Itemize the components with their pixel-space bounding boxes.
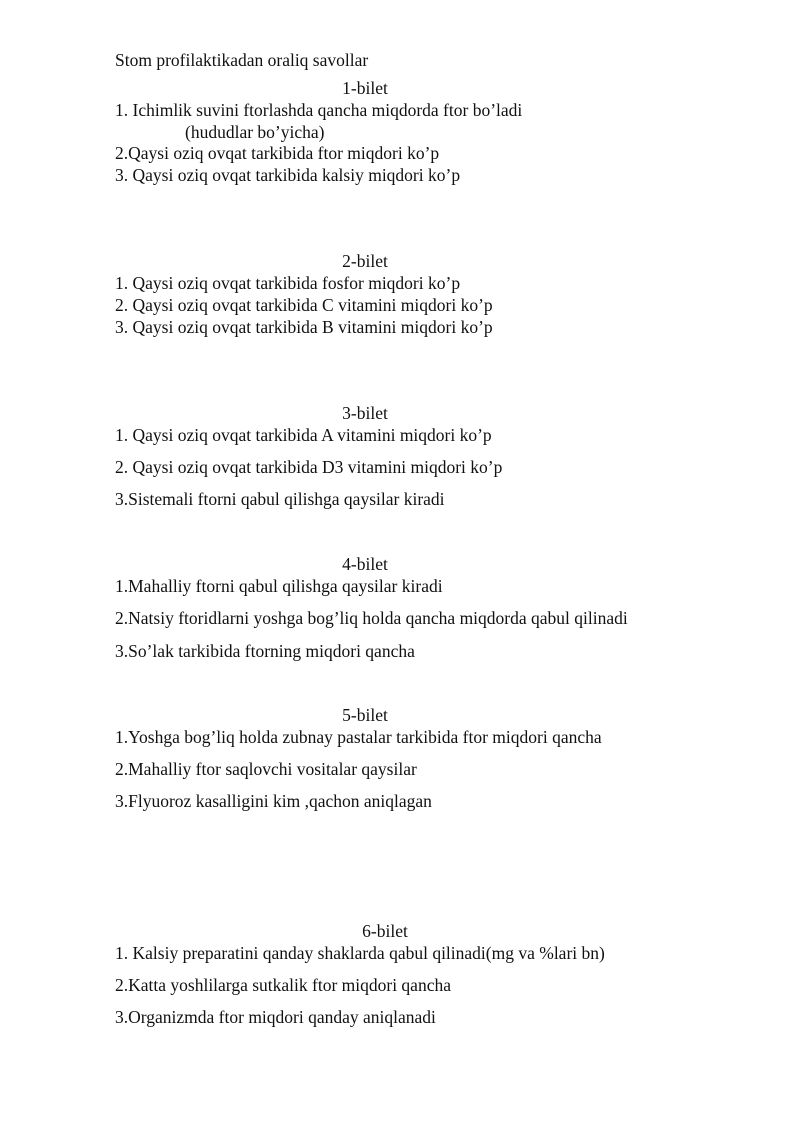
- ticket-4-heading: 4-bilet: [342, 554, 388, 574]
- ticket-2-heading: 2-bilet: [342, 251, 388, 271]
- ticket-3-question-3: 3.Sistemali ftorni qabul qilishga qaysilar kiradi: [115, 489, 445, 509]
- ticket-6-question-2: 2.Katta yoshlilarga sutkalik ftor miqdori qancha: [115, 975, 451, 995]
- ticket-1-question-2: 2.Qaysi oziq ovqat tarkibida ftor miqdori ko’p: [115, 143, 440, 163]
- ticket-1-question-1-note: (hududlar bo’yicha): [185, 122, 325, 142]
- ticket-6-question-1: 1. Kalsiy preparatini qanday shaklarda qabul qilinadi(mg va %lari bn): [115, 943, 605, 963]
- ticket-4-question-2: 2.Natsiy ftoridlarni yoshga bog’liq holda qancha miqdorda qabul qilinadi: [115, 608, 628, 628]
- ticket-4-question-3: 3.So’lak tarkibida ftorning miqdori qancha: [115, 641, 415, 661]
- ticket-3-question-1: 1. Qaysi oziq ovqat tarkibida A vitamini miqdori ko’p: [115, 425, 492, 445]
- ticket-6-heading: 6-bilet: [362, 921, 408, 941]
- ticket-5-question-3: 3.Flyuoroz kasalligini kim ,qachon aniqlagan: [115, 791, 432, 811]
- ticket-3-heading: 3-bilet: [342, 403, 388, 423]
- document-title: Stom profilaktikadan oraliq savollar: [115, 50, 369, 70]
- ticket-5-heading: 5-bilet: [342, 705, 388, 725]
- ticket-1-question-1: 1. Ichimlik suvini ftorlashda qancha miqdorda ftor bo’ladi: [115, 100, 523, 120]
- ticket-4-question-1: 1.Mahalliy ftorni qabul qilishga qaysilar kiradi: [115, 576, 443, 596]
- ticket-1-question-3: 3. Qaysi oziq ovqat tarkibida kalsiy miqdori ko’p: [115, 165, 461, 185]
- ticket-6-question-3: 3.Organizmda ftor miqdori qanday aniqlanadi: [115, 1007, 436, 1027]
- ticket-5-question-2: 2.Mahalliy ftor saqlovchi vositalar qaysilar: [115, 759, 417, 779]
- ticket-2-question-3: 3. Qaysi oziq ovqat tarkibida B vitamini miqdori ko’p: [115, 317, 493, 337]
- ticket-1-heading: 1-bilet: [342, 78, 388, 98]
- ticket-3-question-2: 2. Qaysi oziq ovqat tarkibida D3 vitamini miqdori ko’p: [115, 457, 503, 477]
- ticket-2-question-2: 2. Qaysi oziq ovqat tarkibida C vitamini miqdori ko’p: [115, 295, 493, 315]
- ticket-2-question-1: 1. Qaysi oziq ovqat tarkibida fosfor miqdori ko’p: [115, 273, 461, 293]
- ticket-5-question-1: 1.Yoshga bog’liq holda zubnay pastalar tarkibida ftor miqdori qancha: [115, 727, 602, 747]
